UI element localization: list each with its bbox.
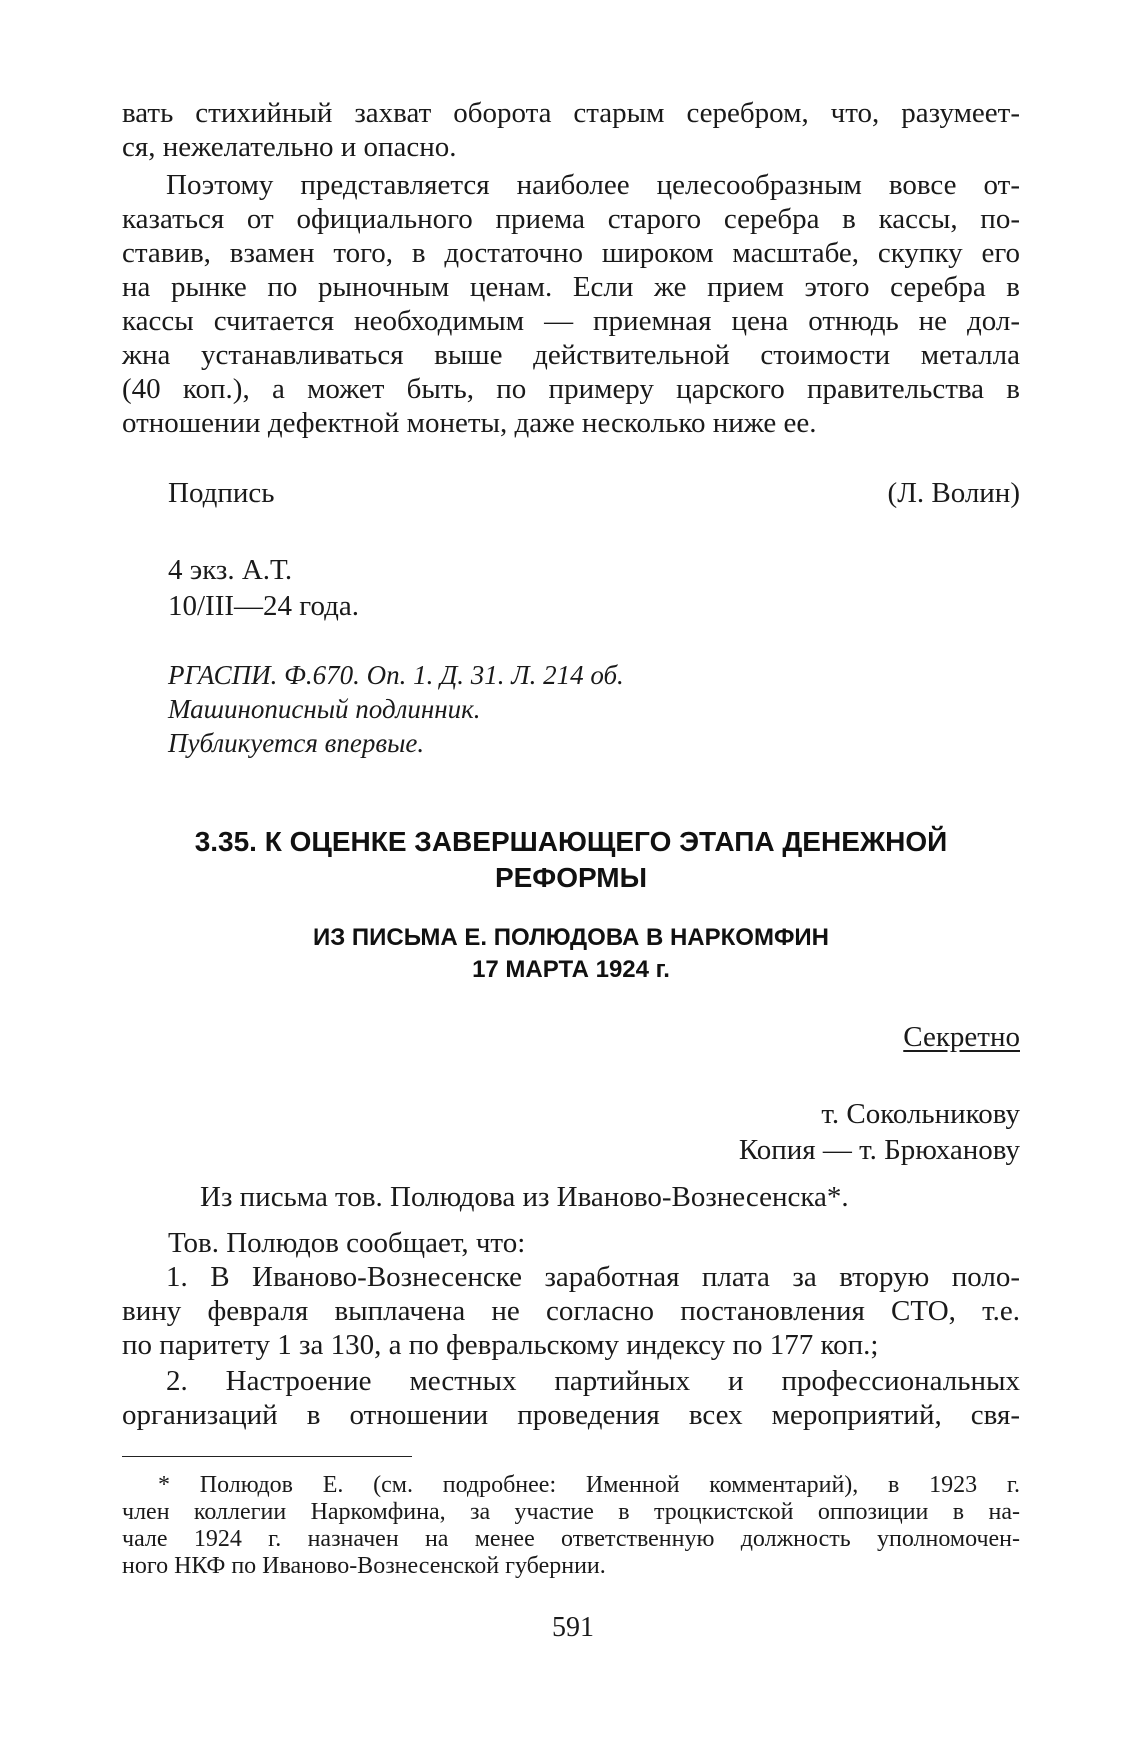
text-line: кассы считается необходимым — приемная цена отнюдь не дол- (122, 305, 1020, 337)
page-number: 591 (552, 1612, 594, 1643)
section-title-line: РЕФОРМЫ (494, 862, 648, 893)
footnote-divider (122, 1456, 412, 1457)
section-title (122, 824, 1020, 896)
text-line: на рынке по рыночным ценам. Если же прием этого серебра в (122, 271, 1020, 303)
addressee-line: т. Сокольникову (821, 1098, 1020, 1130)
main-paragraph (122, 168, 1020, 440)
addressee-line: Копия — т. Брюханову (738, 1134, 1020, 1166)
footnote-line: чале 1924 г. назначен на менее ответственную должность уполномочен- (122, 1526, 1020, 1552)
signature-label: Подпись (168, 477, 275, 509)
text-line: вать стихийный захват оборота старым серебром, что, разумеет- (122, 97, 1020, 129)
subtitle-line: 17 МАРТА 1924 г. (472, 956, 670, 983)
text-line: 2. Настроение местных партийных и профессиональных (166, 1365, 1020, 1397)
text-line: ставив, взамен того, в достаточно широком масштабе, скупку его (122, 237, 1020, 269)
archive-reference (168, 658, 624, 760)
section-title-line: 3.35. К ОЦЕНКЕ ЗАВЕРШАЮЩЕГО ЭТАПА ДЕНЕЖНОЙ (194, 826, 948, 857)
text-line: 1. В Иваново-Вознесенске заработная плата за вторую поло- (166, 1261, 1020, 1293)
signature-name: (Л. Волин) (887, 477, 1020, 509)
text-line: ся, нежелательно и опасно. (122, 131, 457, 163)
text-line: Поэтому представляется наиболее целесообразным вовсе от- (166, 169, 1020, 201)
addressee-block (739, 1096, 1020, 1168)
text-line: казаться от официального приема старого серебра в кассы, по- (122, 203, 1020, 235)
footnote-line: член коллегии Наркомфина, за участие в троцкистской оппозиции в на- (122, 1499, 1020, 1525)
footnote-line: ного НКФ по Иваново-Вознесенской губернии. (122, 1553, 606, 1579)
text-line: отношении дефектной монеты, даже несколько ниже ее. (122, 407, 817, 439)
footnote (122, 1472, 1020, 1580)
subtitle-line: ИЗ ПИСЬМА Е. ПОЛЮДОВА В НАРКОМФИН (312, 924, 830, 951)
copies-note: 4 экз. А.Т. (168, 554, 293, 586)
archive-line: Публикуется впервые. (168, 728, 425, 758)
item-1 (122, 1260, 1020, 1362)
classification-mark: Секретно (903, 1021, 1020, 1053)
footnote-line: * Полюдов Е. (см. подробнее: Именной комментарий), в 1923 г. (158, 1472, 1020, 1498)
document-date: 10/III—24 года. (168, 590, 359, 622)
text-line: жна устанавливаться выше действительной стоимости металла (122, 339, 1020, 371)
text-line: по паритету 1 за 130, а по февральскому индексу по 177 коп.; (122, 1329, 879, 1361)
section-subtitle (122, 922, 1020, 986)
reports-line: Тов. Полюдов сообщает, что: (168, 1227, 526, 1259)
document-meta (168, 552, 359, 624)
text-line: (40 коп.), а может быть, по примеру царского правительства в (122, 373, 1020, 405)
archive-line: Машинописный подлинник. (168, 694, 481, 724)
archive-line: РГАСПИ. Ф.670. Оп. 1. Д. 31. Л. 214 об. (168, 660, 624, 690)
text-line: вину февраля выплачена не согласно постановления СТО, т.е. (122, 1295, 1020, 1327)
text-line: организаций в отношении проведения всех мероприятий, свя- (122, 1399, 1020, 1431)
continuation-paragraph (122, 96, 1020, 164)
letter-intro: Из письма тов. Полюдова из Иваново-Вознесенска*. (200, 1181, 849, 1213)
signature-row (168, 476, 1020, 510)
item-2 (122, 1364, 1020, 1432)
